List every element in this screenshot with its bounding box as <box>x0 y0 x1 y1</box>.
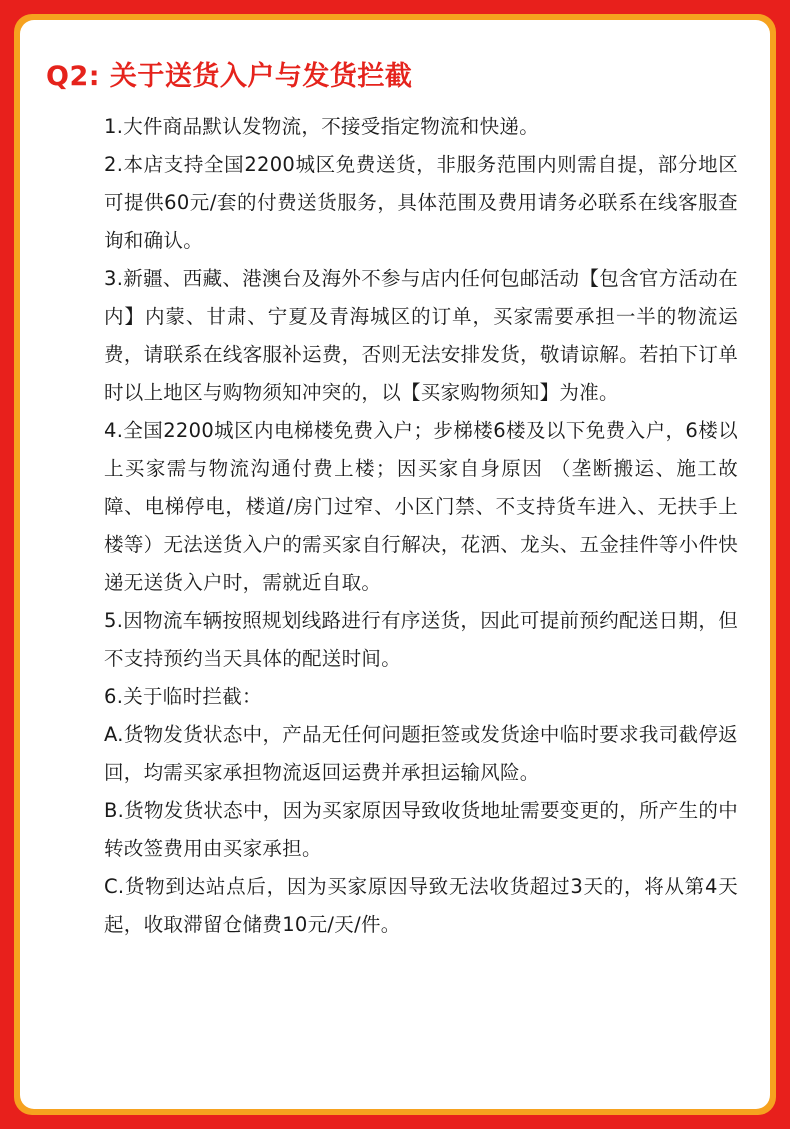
policy-item-2: 2.本店支持全国2200城区免费送货，非服务范围内则需自提，部分地区可提供60元/套的付费送货服务，具体范围及费用请务必联系在线客服查询和确认。 <box>104 153 738 252</box>
policy-item-6-heading: 6.关于临时拦截： <box>104 685 262 708</box>
policy-list <box>46 108 742 944</box>
content-card <box>20 20 770 1109</box>
policy-item-6c: C.货物到达站点后，因为买家原因导致无法收货超过3天的，将从第4天起，收取滞留仓储费10元/天/件。 <box>104 875 738 936</box>
policy-item-6a: A.货物发货状态中，产品无任何问题拒签或发货途中临时要求我司截停返回，均需买家承担物流返回运费并承担运输风险。 <box>104 723 738 784</box>
policy-item-1: 1.大件商品默认发物流，不接受指定物流和快递。 <box>104 115 540 138</box>
policy-item-4: 4.全国2200城区内电梯楼免费入户；步梯楼6楼及以下免费入户，6楼以上买家需与物流沟通付费上楼；因买家自身原因 （垄断搬运、施工故障、电梯停电，楼道/房门过窄、小区门禁、不支持货车进入、无扶手上楼等）无法送货入户的需买家自行解决，花洒、龙头、五金挂件等小件快递无送货入户时，需就近自取。 <box>104 419 738 594</box>
policy-item-6b: B.货物发货状态中，因为买家原因导致收货地址需要变更的，所产生的中转改签费用由买家承担。 <box>104 799 738 860</box>
policy-item-5: 5.因物流车辆按照规划线路进行有序送货，因此可提前预约配送日期，但不支持预约当天具体的配送时间。 <box>104 609 738 670</box>
orange-border-frame <box>14 14 776 1115</box>
section-title: Q2: 关于送货入户与发货拦截 <box>46 61 413 92</box>
policy-item-3: 3.新疆、西藏、港澳台及海外不参与店内任何包邮活动【包含官方活动在内】内蒙、甘肃、宁夏及青海城区的订单，买家需要承担一半的物流运费，请联系在线客服补运费，否则无法安排发货，敬请谅解。若拍下订单时以上地区与购物须知冲突的，以【买家购物须知】为准。 <box>104 267 738 404</box>
